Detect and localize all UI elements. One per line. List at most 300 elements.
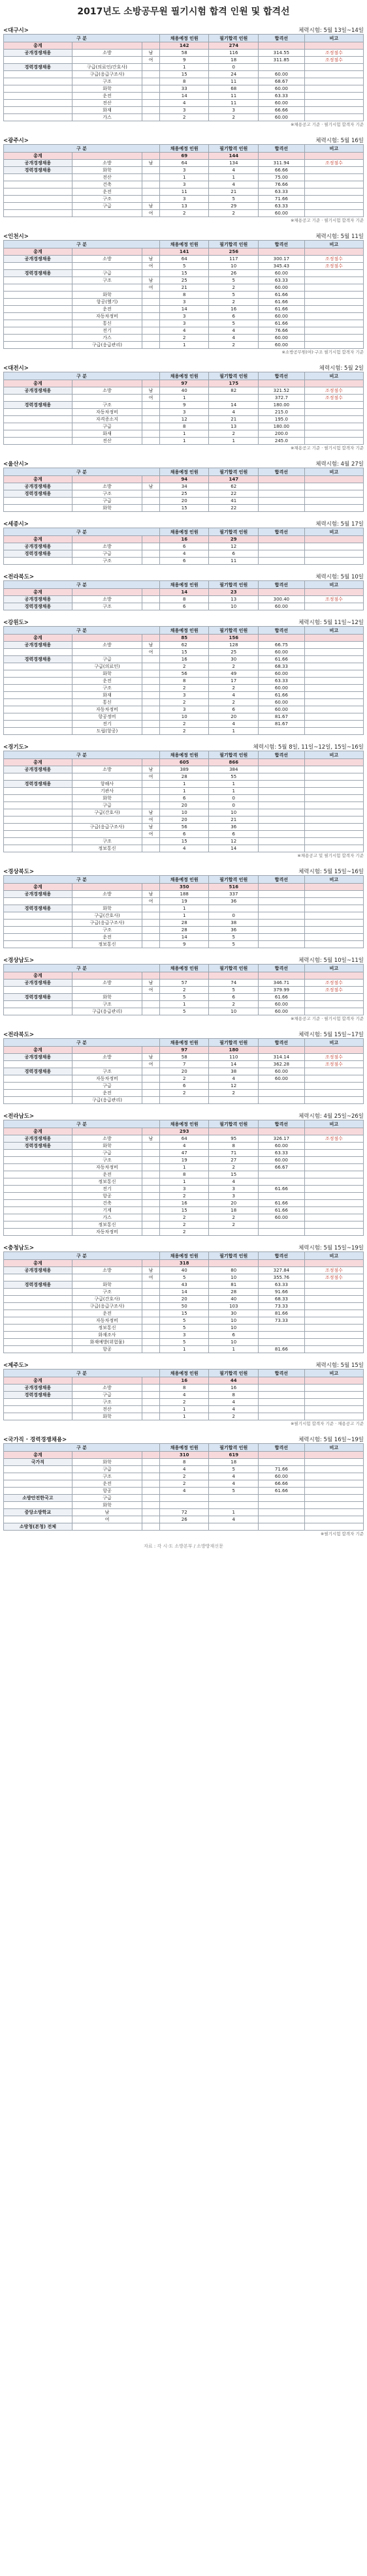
cell-category bbox=[4, 1332, 72, 1339]
result-table bbox=[3, 751, 364, 852]
cell-note bbox=[304, 490, 363, 498]
cell-recruit: 3 bbox=[159, 692, 209, 699]
cell-cutoff: 362.28 bbox=[259, 1061, 305, 1068]
cell-pass: 866 bbox=[209, 759, 259, 766]
cell-cutoff: 61.66 bbox=[259, 306, 305, 313]
cell-pass bbox=[209, 1495, 259, 1502]
cell-category bbox=[4, 1516, 72, 1523]
cell-gender bbox=[142, 402, 160, 409]
cell-gender bbox=[142, 1008, 160, 1015]
header-pass: 필기합격 인원 bbox=[209, 372, 259, 380]
cell-gender bbox=[142, 299, 160, 306]
cell-category bbox=[4, 927, 72, 934]
table-row bbox=[4, 284, 364, 292]
cell-category bbox=[4, 498, 72, 505]
cell-category bbox=[4, 1061, 72, 1068]
header-pass: 필기합격 인원 bbox=[209, 965, 259, 972]
header-note: 비고 bbox=[304, 876, 363, 884]
cell-recruit: 188 bbox=[159, 891, 209, 898]
cell-recruit: 2 bbox=[159, 1221, 209, 1229]
cell-cutoff: 91.66 bbox=[259, 1289, 305, 1296]
cell-gender bbox=[142, 1214, 160, 1221]
cell-pass bbox=[209, 1128, 259, 1135]
cell-recruit: 28 bbox=[159, 920, 209, 927]
cell-category bbox=[4, 107, 72, 114]
cell-cutoff bbox=[259, 380, 305, 387]
cell-recruit: 14 bbox=[159, 934, 209, 941]
fitness-test-schedule: 체력시험: 4월 25일~26일 bbox=[298, 1113, 364, 1120]
header-pass: 필기합격 인원 bbox=[209, 1039, 259, 1047]
cell-category bbox=[4, 1339, 72, 1346]
cell-recruit: 3 bbox=[159, 167, 209, 174]
cell-pass: 4 bbox=[209, 1406, 259, 1413]
cell-note: 조정점수 bbox=[304, 1054, 363, 1061]
section-header bbox=[3, 1109, 364, 1120]
table-row bbox=[4, 196, 364, 203]
region-section bbox=[3, 134, 364, 224]
cell-recruit: 3 bbox=[159, 313, 209, 320]
cell-cutoff bbox=[259, 536, 305, 543]
table-row bbox=[4, 327, 364, 335]
section-header bbox=[3, 361, 364, 372]
total-row bbox=[4, 759, 364, 766]
cell-cutoff bbox=[259, 589, 305, 596]
cell-cutoff bbox=[259, 1377, 305, 1385]
cell-category bbox=[4, 1310, 72, 1317]
cell-field: 운전 bbox=[72, 1090, 142, 1097]
cell-gender bbox=[142, 550, 160, 558]
cell-field bbox=[72, 536, 142, 543]
cell-field: 화학 bbox=[72, 1143, 142, 1150]
cell-field bbox=[72, 649, 142, 656]
cell-field bbox=[72, 1260, 142, 1267]
header-recruit: 채용예정 인원 bbox=[159, 468, 209, 476]
total-row bbox=[4, 1260, 364, 1267]
cell-category: 공개경쟁채용 bbox=[4, 891, 72, 898]
cell-gender: 남 bbox=[142, 203, 160, 210]
cell-pass: 29 bbox=[209, 203, 259, 210]
cell-category: 총계 bbox=[4, 1377, 72, 1385]
table-row bbox=[4, 550, 364, 558]
cell-gender bbox=[142, 699, 160, 706]
cell-pass: 68 bbox=[209, 85, 259, 93]
cell-recruit: 16 bbox=[159, 536, 209, 543]
cell-recruit: 4 bbox=[159, 1488, 209, 1495]
cell-cutoff bbox=[259, 558, 305, 565]
cell-note bbox=[304, 1509, 363, 1516]
cell-cutoff bbox=[259, 824, 305, 831]
cell-cutoff: 311.94 bbox=[259, 160, 305, 167]
cell-category bbox=[4, 1207, 72, 1214]
cell-gender bbox=[142, 335, 160, 342]
table-row bbox=[4, 845, 364, 852]
cell-note bbox=[304, 203, 363, 210]
cell-note bbox=[304, 342, 363, 349]
cell-recruit: 4 bbox=[159, 327, 209, 335]
cell-gender bbox=[142, 1480, 160, 1488]
cell-cutoff: 68.33 bbox=[259, 1296, 305, 1303]
cell-category bbox=[4, 320, 72, 327]
cell-note: 조정점수 bbox=[304, 1274, 363, 1281]
header-category: 구 분 bbox=[4, 581, 160, 589]
table-row bbox=[4, 1459, 364, 1466]
cell-note bbox=[304, 1171, 363, 1178]
cell-note bbox=[304, 816, 363, 824]
cell-note bbox=[304, 78, 363, 85]
header-cutoff: 합격선 bbox=[259, 145, 305, 153]
table-row bbox=[4, 1516, 364, 1523]
result-table bbox=[3, 1443, 364, 1531]
cell-field: 구급(응급구조사) bbox=[72, 824, 142, 831]
header-cutoff: 합격선 bbox=[259, 528, 305, 536]
table-row bbox=[4, 438, 364, 445]
cell-field: 전산 bbox=[72, 1406, 142, 1413]
table-row bbox=[4, 387, 364, 395]
cell-recruit: 1 bbox=[159, 430, 209, 438]
cell-field: 전기 bbox=[72, 1186, 142, 1193]
cell-note: 조정점수 bbox=[304, 50, 363, 57]
cell-recruit: 2 bbox=[159, 1214, 209, 1221]
cell-gender bbox=[142, 941, 160, 948]
cell-cutoff: 60.00 bbox=[259, 1008, 305, 1015]
cell-gender bbox=[142, 1128, 160, 1135]
table-row bbox=[4, 1303, 364, 1310]
cell-category: 총계 bbox=[4, 1047, 72, 1054]
cell-pass: 11 bbox=[209, 93, 259, 100]
cell-recruit: 2 bbox=[159, 987, 209, 994]
cell-field: 운전 bbox=[72, 306, 142, 313]
cell-gender bbox=[142, 912, 160, 920]
cell-cutoff: 61.66 bbox=[259, 292, 305, 299]
cell-cutoff bbox=[259, 773, 305, 781]
cell-category bbox=[4, 1413, 72, 1420]
cell-field bbox=[72, 263, 142, 270]
cell-cutoff bbox=[259, 927, 305, 934]
cell-pass: 22 bbox=[209, 490, 259, 498]
cell-pass: 6 bbox=[209, 313, 259, 320]
cell-note bbox=[304, 1473, 363, 1480]
total-row bbox=[4, 476, 364, 483]
cell-category: 총계 bbox=[4, 1260, 72, 1267]
cell-category bbox=[4, 1090, 72, 1097]
region-name: <경상북도> bbox=[3, 869, 35, 875]
cell-note bbox=[304, 550, 363, 558]
cell-field: 자동차정비 bbox=[72, 1164, 142, 1171]
cell-recruit: 3 bbox=[159, 706, 209, 713]
cell-note: 조정점수 bbox=[304, 395, 363, 402]
cell-pass: 8 bbox=[209, 1392, 259, 1399]
cell-cutoff bbox=[259, 788, 305, 795]
cell-recruit: 2 bbox=[159, 685, 209, 692]
cell-cutoff: 63.33 bbox=[259, 678, 305, 685]
cell-pass: 55 bbox=[209, 773, 259, 781]
header-cutoff: 합격선 bbox=[259, 1120, 305, 1128]
cell-category: 공개경쟁채용 bbox=[4, 256, 72, 263]
cell-cutoff bbox=[259, 1097, 305, 1104]
cell-field: 화학 bbox=[72, 905, 142, 912]
cell-recruit: 3 bbox=[159, 299, 209, 306]
cell-gender bbox=[142, 327, 160, 335]
cell-category: 공개경쟁채용 bbox=[4, 596, 72, 603]
cell-cutoff: 71.66 bbox=[259, 1466, 305, 1473]
cell-note bbox=[304, 1516, 363, 1523]
cell-pass: 619 bbox=[209, 1452, 259, 1459]
region-name: <대전시> bbox=[3, 365, 29, 372]
cell-category bbox=[4, 1317, 72, 1325]
header-note: 비고 bbox=[304, 1370, 363, 1377]
cell-field: 자동차정비 bbox=[72, 1075, 142, 1083]
cell-recruit: 15 bbox=[159, 1207, 209, 1214]
cell-field: 구급(응급구조사) bbox=[72, 920, 142, 927]
header-note: 비고 bbox=[304, 528, 363, 536]
cell-note bbox=[304, 713, 363, 721]
cell-gender bbox=[142, 1221, 160, 1229]
cell-gender bbox=[142, 927, 160, 934]
cell-gender bbox=[142, 1047, 160, 1054]
cell-field: 항공(헬기) bbox=[72, 299, 142, 306]
cell-note bbox=[304, 71, 363, 78]
cell-pass bbox=[209, 1097, 259, 1104]
cell-recruit: 15 bbox=[159, 270, 209, 277]
fitness-test-schedule: 체력시험: 5월 11일~12일 bbox=[298, 620, 364, 626]
cell-field: 항공 bbox=[72, 1488, 142, 1495]
cell-gender bbox=[142, 1296, 160, 1303]
cell-gender bbox=[142, 558, 160, 565]
cell-note bbox=[304, 536, 363, 543]
table-row bbox=[4, 670, 364, 678]
cell-recruit: 2 bbox=[159, 1193, 209, 1200]
cell-pass: 4 bbox=[209, 181, 259, 188]
cell-note bbox=[304, 1008, 363, 1015]
page-title: 2017년도 소방공무원 필기시험 합격 인원 및 합격선 bbox=[77, 7, 290, 17]
cell-category: 공개경쟁채용 bbox=[4, 543, 72, 550]
cell-recruit: 16 bbox=[159, 1200, 209, 1207]
cell-recruit: 28 bbox=[159, 773, 209, 781]
cell-field bbox=[72, 1377, 142, 1385]
cell-field bbox=[72, 987, 142, 994]
cell-field: 전기 bbox=[72, 327, 142, 335]
region-section bbox=[3, 517, 364, 565]
cell-recruit: 2 bbox=[159, 728, 209, 735]
cell-gender: 여 bbox=[142, 773, 160, 781]
header-pass: 필기합격 인원 bbox=[209, 468, 259, 476]
cell-recruit: 4 bbox=[159, 100, 209, 107]
cell-category: 경력경쟁채용 bbox=[4, 1143, 72, 1150]
cell-category bbox=[4, 912, 72, 920]
table-row bbox=[4, 490, 364, 498]
region-section bbox=[3, 1109, 364, 1236]
table-row bbox=[4, 685, 364, 692]
cell-note bbox=[304, 941, 363, 948]
table-row bbox=[4, 1075, 364, 1083]
cell-field: 구조 bbox=[72, 402, 142, 409]
cell-category bbox=[4, 987, 72, 994]
cell-recruit: 9 bbox=[159, 941, 209, 948]
cell-cutoff: 60.00 bbox=[259, 1157, 305, 1164]
cell-gender bbox=[142, 107, 160, 114]
cell-cutoff bbox=[259, 934, 305, 941]
cell-category bbox=[4, 342, 72, 349]
region-name: <국가직 · 경력경쟁채용> bbox=[3, 1437, 67, 1443]
cell-gender bbox=[142, 1413, 160, 1420]
cell-note bbox=[304, 277, 363, 284]
table-row bbox=[4, 898, 364, 905]
cell-pass bbox=[209, 395, 259, 402]
header-category: 구 분 bbox=[4, 751, 160, 759]
cell-pass: 0 bbox=[209, 802, 259, 809]
cell-pass: 6 bbox=[209, 1332, 259, 1339]
cell-recruit: 5 bbox=[159, 1008, 209, 1015]
header-pass: 필기합격 인원 bbox=[209, 241, 259, 248]
cell-field: 구조 bbox=[72, 1399, 142, 1406]
cell-pass: 1 bbox=[209, 1509, 259, 1516]
header-recruit: 채용예정 인원 bbox=[159, 1444, 209, 1452]
cell-pass: 8 bbox=[209, 1143, 259, 1150]
cell-category bbox=[4, 335, 72, 342]
result-table bbox=[3, 1120, 364, 1236]
cell-recruit: 6 bbox=[159, 543, 209, 550]
cell-recruit: 19 bbox=[159, 1157, 209, 1164]
cell-gender bbox=[142, 1303, 160, 1310]
cell-gender bbox=[142, 1068, 160, 1075]
cell-pass: 180 bbox=[209, 1047, 259, 1054]
cell-field: 화학 bbox=[72, 795, 142, 802]
cell-note bbox=[304, 64, 363, 71]
section-header bbox=[3, 230, 364, 240]
cell-field: 구급 bbox=[72, 203, 142, 210]
cell-cutoff bbox=[259, 1178, 305, 1186]
cell-pass: 3 bbox=[209, 1193, 259, 1200]
cell-recruit: 10 bbox=[159, 713, 209, 721]
table-row bbox=[4, 1473, 364, 1480]
cell-category bbox=[4, 1214, 72, 1221]
table-row bbox=[4, 85, 364, 93]
cell-note bbox=[304, 416, 363, 423]
cell-cutoff bbox=[259, 1229, 305, 1236]
table-row bbox=[4, 1296, 364, 1303]
result-table bbox=[3, 372, 364, 445]
cell-field: 구조 bbox=[72, 78, 142, 85]
table-row bbox=[4, 1229, 364, 1236]
cell-note bbox=[304, 423, 363, 430]
table-row bbox=[4, 642, 364, 649]
cell-cutoff: 66.75 bbox=[259, 642, 305, 649]
cell-field: 운전 bbox=[72, 1171, 142, 1178]
cell-category bbox=[4, 196, 72, 203]
cell-category bbox=[4, 699, 72, 706]
table-row bbox=[4, 416, 364, 423]
fitness-test-schedule: 체력시험: 5월 16일~19일 bbox=[298, 1437, 364, 1443]
cell-field: 화학 bbox=[72, 670, 142, 678]
cell-field: 화학 bbox=[72, 292, 142, 299]
cell-category bbox=[4, 85, 72, 93]
region-section bbox=[3, 1241, 364, 1353]
cell-cutoff: 200.0 bbox=[259, 430, 305, 438]
cell-recruit: 15 bbox=[159, 71, 209, 78]
section-header bbox=[3, 517, 364, 528]
cell-pass: 18 bbox=[209, 57, 259, 64]
cell-cutoff: 63.33 bbox=[259, 1150, 305, 1157]
cell-category: 총계 bbox=[4, 759, 72, 766]
cell-recruit: 8 bbox=[159, 292, 209, 299]
cell-gender bbox=[142, 1495, 160, 1502]
table-row bbox=[4, 788, 364, 795]
cell-category: 경력경쟁채용 bbox=[4, 1281, 72, 1289]
cell-category bbox=[4, 284, 72, 292]
cell-pass: 23 bbox=[209, 589, 259, 596]
cell-category: 공개경쟁채용 bbox=[4, 1135, 72, 1143]
cell-pass: 5 bbox=[209, 277, 259, 284]
total-row bbox=[4, 536, 364, 543]
cell-pass: 6 bbox=[209, 994, 259, 1001]
cell-recruit: 5 bbox=[159, 1274, 209, 1281]
cell-pass: 117 bbox=[209, 256, 259, 263]
cell-pass: 116 bbox=[209, 50, 259, 57]
cell-note bbox=[304, 174, 363, 181]
cell-gender: 남 bbox=[142, 1267, 160, 1274]
cell-cutoff: 60.00 bbox=[259, 1075, 305, 1083]
header-category: 구 분 bbox=[4, 528, 160, 536]
cell-cutoff: 61.66 bbox=[259, 692, 305, 699]
cell-cutoff: 66.67 bbox=[259, 1164, 305, 1171]
cell-cutoff bbox=[259, 781, 305, 788]
cell-category bbox=[4, 685, 72, 692]
cell-field: 전산 bbox=[72, 100, 142, 107]
cell-cutoff: 66.66 bbox=[259, 167, 305, 174]
cell-recruit: 2 bbox=[159, 1229, 209, 1236]
region-name: <강원도> bbox=[3, 620, 29, 626]
table-row bbox=[4, 1150, 364, 1157]
cell-gender bbox=[142, 306, 160, 313]
cell-note: 조정점수 bbox=[304, 1135, 363, 1143]
cell-gender bbox=[142, 1516, 160, 1523]
cell-gender: 남 bbox=[142, 824, 160, 831]
cell-gender: 남 bbox=[142, 1135, 160, 1143]
cell-field: 구급 bbox=[72, 1466, 142, 1473]
cell-category: 총계 bbox=[4, 536, 72, 543]
cell-gender bbox=[142, 1473, 160, 1480]
cell-pass: 11 bbox=[209, 100, 259, 107]
cell-recruit: 6 bbox=[159, 1083, 209, 1090]
header-cutoff: 합격선 bbox=[259, 468, 305, 476]
cell-category bbox=[4, 802, 72, 809]
cell-note bbox=[304, 656, 363, 663]
header-recruit: 채용예정 인원 bbox=[159, 751, 209, 759]
header-cutoff: 합격선 bbox=[259, 876, 305, 884]
cell-field: 구조 bbox=[72, 277, 142, 284]
cell-recruit: 1 bbox=[159, 781, 209, 788]
region-section bbox=[3, 570, 364, 610]
cell-pass: 1 bbox=[209, 781, 259, 788]
table-row bbox=[4, 728, 364, 735]
header-recruit: 채용예정 인원 bbox=[159, 372, 209, 380]
region-section bbox=[3, 457, 364, 512]
cell-cutoff bbox=[259, 891, 305, 898]
table-row bbox=[4, 1221, 364, 1229]
cell-recruit: 3 bbox=[159, 196, 209, 203]
cell-category bbox=[4, 838, 72, 845]
result-table bbox=[3, 34, 364, 121]
cell-gender bbox=[142, 505, 160, 512]
cell-gender bbox=[142, 1459, 160, 1466]
cell-cutoff bbox=[259, 153, 305, 160]
cell-recruit: 4 bbox=[159, 1392, 209, 1399]
cell-recruit: 64 bbox=[159, 256, 209, 263]
cell-field: 전산 bbox=[72, 438, 142, 445]
cell-category: 총계 bbox=[4, 476, 72, 483]
cell-recruit: 5 bbox=[159, 263, 209, 270]
table-row bbox=[4, 430, 364, 438]
